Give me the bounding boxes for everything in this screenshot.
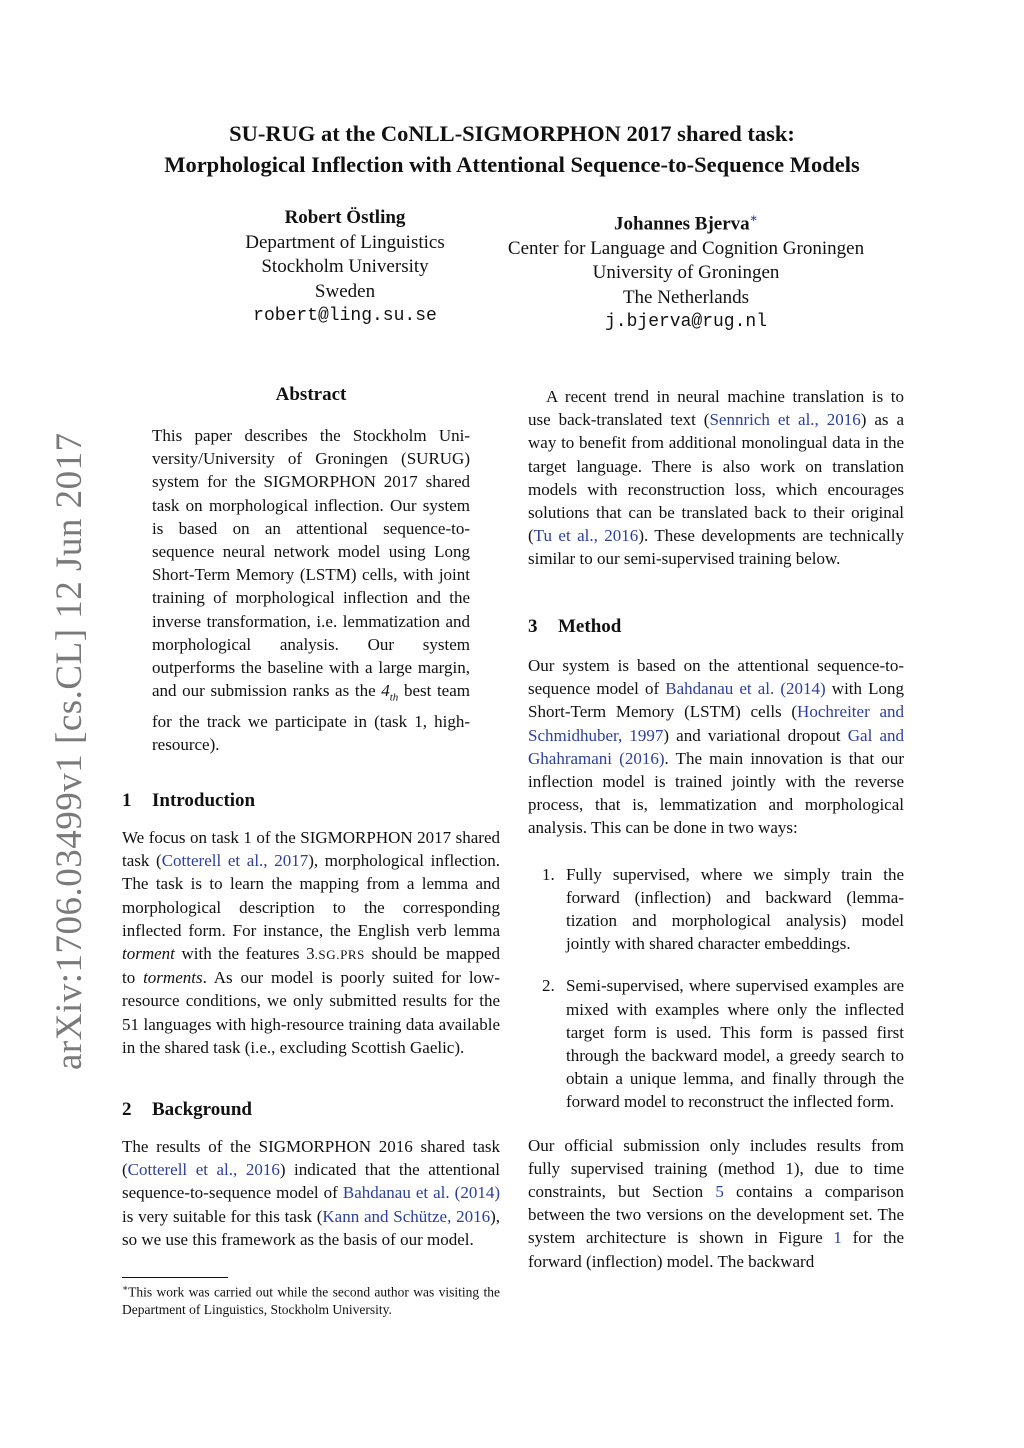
section-heading-method: 3 Method — [528, 616, 622, 637]
figure-ref-link[interactable]: 1 — [833, 1228, 842, 1248]
section-heading-introduction: 1 Introduction — [122, 790, 256, 811]
citation-link[interactable]: Sennrich et al., 2016 — [709, 410, 861, 430]
title-line-1: SU-RUG at the CoNLL-SIGMORPHON 2017 shared task: — [229, 121, 795, 146]
footnote-mark-link[interactable]: ∗ — [749, 211, 758, 225]
footnote-rule — [122, 1277, 228, 1278]
section-heading-background: 2 Background — [122, 1099, 252, 1120]
citation-link[interactable]: Gal and Ghahramani (2016) — [528, 725, 904, 768]
citation-link[interactable]: Tu et al., 2016 — [533, 526, 639, 546]
right-intro-body: A recent trend in neural machine translation is to use back-translated text (Sennrich et al., 2016) as a way to benefit from additional monolingual data in the target language. There is also work on translation models with reconstruction loss, which encourages solutions that can be translated back to their original (Tu et al., 2016). These developments are technically similar to our semi-supervised training below. — [528, 387, 904, 569]
title-line-2: Morphological Inflection with Attentional Sequence-to-Sequence Models — [164, 152, 860, 177]
author-affiliation: Center for Language and Cognition Groningen — [507, 237, 865, 259]
list-item: 1. Fully supervised, where we simply train the forward (inflection) and backward (lemmatization and morphological analysis) model jointly with shared character embeddings. — [542, 864, 904, 954]
list-item: 2. Semi-supervised, where supervised examples are mixed with examples where only the inflected target form is used. This form is passed first through the backward model, a greedy search to obtain a unique lemma, and finally through the forward model to reconstruct the inflected form. — [542, 976, 904, 1112]
abstract-heading: Abstract — [275, 384, 347, 405]
citation-link[interactable]: Kann and Schütze, 2016 — [322, 1206, 491, 1226]
citation-link[interactable]: Bahdanau et al. (2014) — [342, 1183, 500, 1203]
author-affiliation: University of Groningen — [592, 262, 780, 284]
section-ref-link[interactable]: 5 — [715, 1182, 724, 1202]
author-name: Robert Östling — [284, 207, 406, 228]
author-block-2 — [480, 206, 892, 335]
author-email: robert@ling.su.se — [253, 306, 437, 326]
author-affiliation: Department of Linguistics — [245, 231, 445, 253]
author-affiliation: The Netherlands — [622, 286, 750, 308]
method-body: Our system is based on the attentional sequence-to-sequence model of Bahdanau et al. (2014) with Long Short-Term Memory (LSTM) cells (Hochreiter and Schmidhuber, 1997) and variational dropout Gal and Ghahramani (2016). The main innovation is that our inflection model is trained jointly with the reverse process, that is, lemmatization and morphological analysis. This can be done in two ways: 1. Fully supervised, where we simply train the forward (inflection) and backward (lemmatization and morphological analysis) model jointly with shared character embeddings. 2. Semi-supervised, where supervised examples are mixed with examples where only the inflected target form is used. This form is passed first through the backward model, a greedy search to obtain a unique lemma, and finally through the forward model to reconstruct the inflected form. Our official submission only includes results from fully supervised training (method 1), due to time constraints, but Section 5 contains a comparison between the two versions on the development set. The system architecture is shown in Figure 1 for the forward (inflection) model. The backward — [528, 656, 905, 1271]
background-body: The results of the SIGMORPHON 2016 shared task (Cotterell et al., 2016) indicated that the attentional sequence-to-sequence model of Bahdanau et al. (2014) is very suitable for this task (Kann and Schütze, 2016), so we use this framework as the basis of our model. — [122, 1137, 500, 1249]
citation-link[interactable]: Bahdanau et al. (2014) — [665, 679, 826, 699]
paper-title — [0, 118, 1024, 180]
citation-link[interactable]: Hochreiter and Schmidhuber, 1997 — [528, 702, 904, 745]
author-name: Johannes Bjerva∗ — [614, 211, 758, 235]
author-block-1 — [200, 206, 490, 329]
citation-link[interactable]: Cotterell et al., 2016 — [127, 1160, 280, 1180]
author-affiliation: Stockholm University — [261, 256, 429, 277]
footnote: ∗This work was carried out while the second author was visiting the Department of Linguistics, Stockholm University. — [122, 1283, 500, 1317]
abstract-body: This paper describes the Stockholm University/University of Groningen (SURUG) system for the SIGMORPHON 2017 shared task on morphological inflection. Our system is based on an attentional sequence-to-sequence neural network model using Long Short-Term Memory (LSTM) cells, with joint training of morphological inflection and the inverse transformation, i.e. lemmatization and morphological analysis. Our system outperforms the baseline with a large margin, and our submission ranks as the $4_{th}$ best team for the track we participate in (task 1, high-resource). — [152, 426, 470, 755]
author-email: j.bjerva@rug.nl — [604, 312, 768, 333]
method-list — [528, 863, 904, 1114]
citation-link[interactable]: Cotterell et al., 2017 — [161, 851, 309, 871]
author-affiliation: Sweden — [314, 280, 376, 302]
introduction-body: We focus on task 1 of the SIGMORPHON 2017 shared task (Cotterell et al., 2017), morphological inflection. The task is to learn the mapping from a lemma and morphological description to the corresponding inflected form. For instance, the English verb lemma torment with the features 3.SG.PRS should be mapped to torments. As our model is poorly suited for low-resource conditions, we only submitted results for the 51 languages with high-resource training data available in the shared task (i.e., excluding Scottish Gaelic). — [122, 828, 501, 1057]
arxiv-identifier: arXiv:1706.03499v1 [cs.CL] 12 Jun 2017 — [49, 432, 90, 1070]
